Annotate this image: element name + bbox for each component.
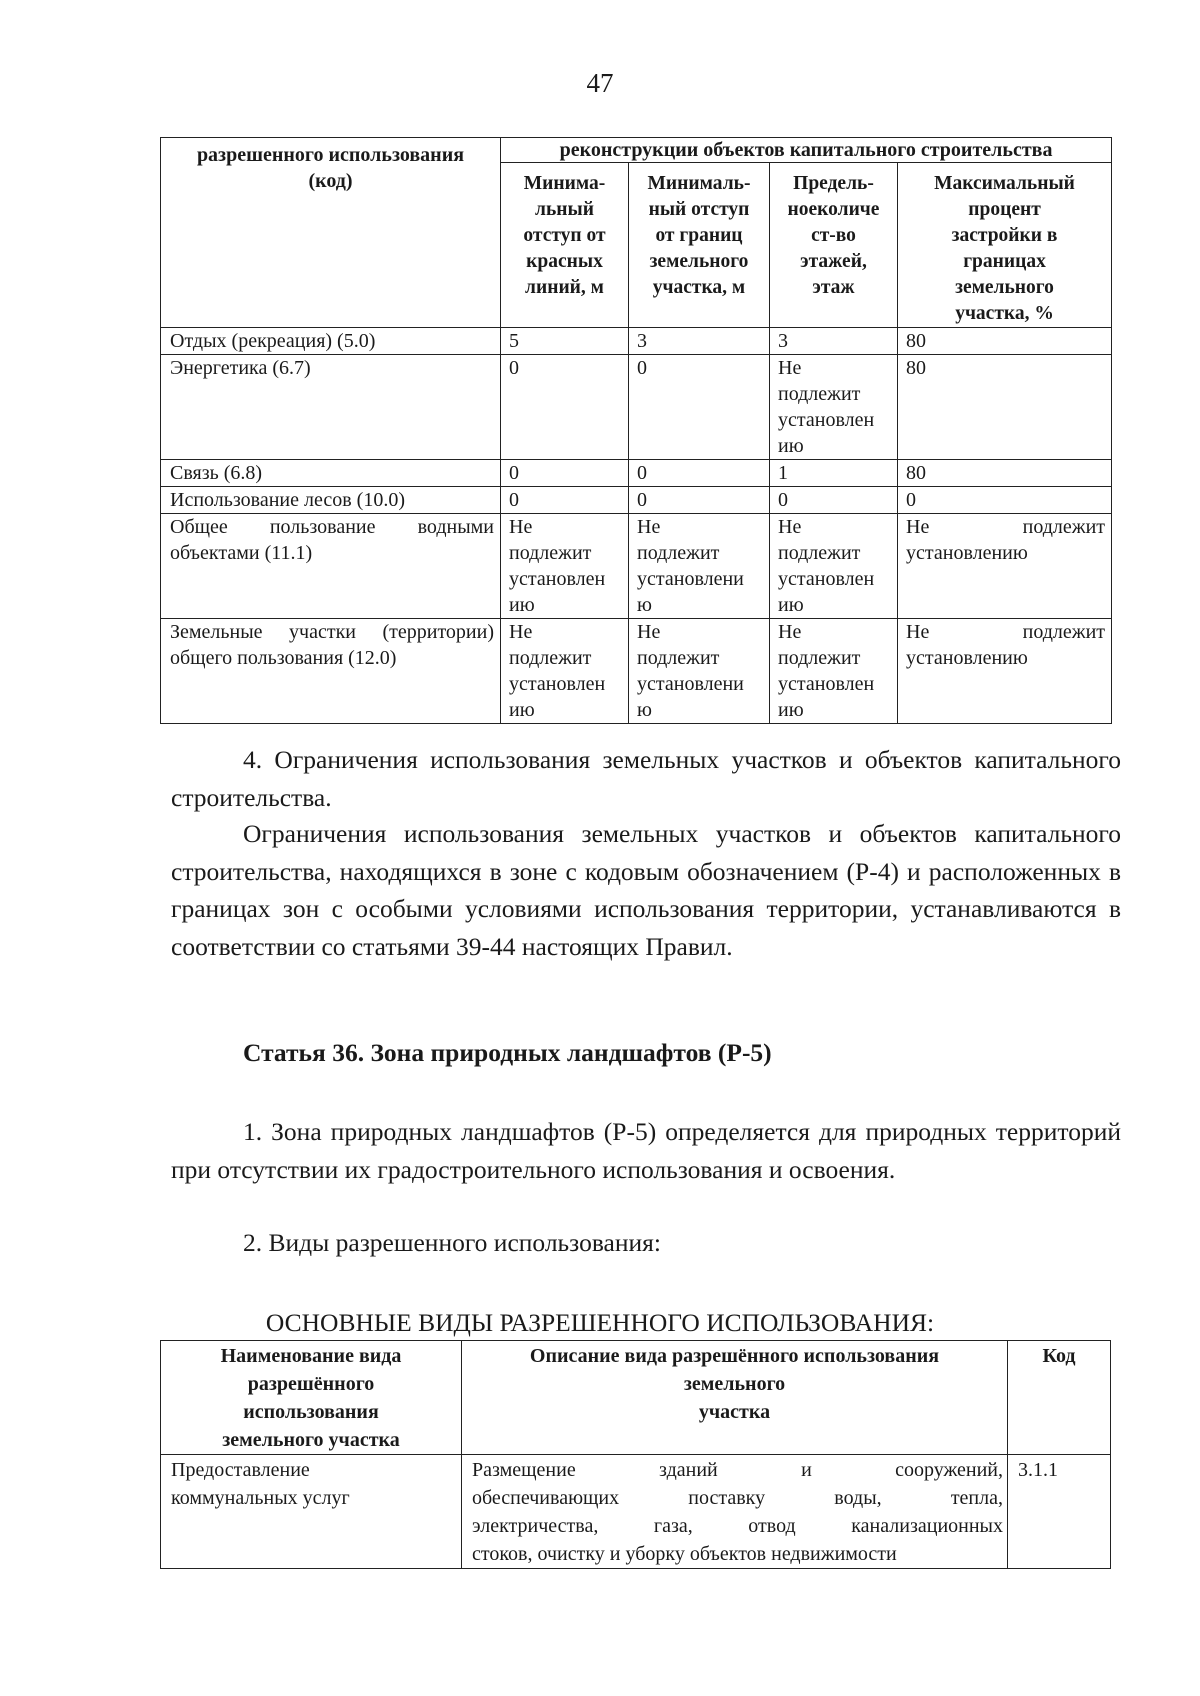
header-permitted-use-code: разрешенного использования (код) [161, 138, 501, 328]
row-value: 5 [501, 328, 629, 355]
header-code: Код [1008, 1341, 1111, 1455]
table-row [161, 514, 1112, 619]
row-value: Не подлежит установлению [898, 514, 1112, 619]
header-max-floors: Предель- ноеколиче ст-во этажей, этаж [770, 163, 898, 328]
row-value: Не подлежит установлен ию [770, 619, 898, 724]
page-number: 47 [586, 68, 614, 98]
table-row [161, 619, 1112, 724]
row-value: Не подлежит установлен ию [770, 355, 898, 460]
table-row [161, 328, 1112, 355]
use-code: 3.1.1 [1008, 1455, 1111, 1569]
row-use-name: Отдых (рекреация) (5.0) [161, 328, 501, 355]
header-min-setback-red-lines: Минима- льный отступ от красных линий, м [501, 163, 629, 328]
row-value: Не подлежит установлени ю [629, 514, 770, 619]
table-row [161, 355, 1112, 460]
use-description: Размещение зданий и сооружений, обеспечивающих поставку воды, тепла, электричества, газа, отвод канализационных стоков, очистку и уборку объектов недвижимости [462, 1455, 1008, 1569]
row-value: Не подлежит установлени ю [629, 619, 770, 724]
row-value: Не подлежит установлен ию [501, 514, 629, 619]
row-value: 0 [629, 487, 770, 514]
row-value: 0 [898, 487, 1112, 514]
table-row [161, 487, 1112, 514]
header-use-name: Наименование вида разрешённого использования земельного участка [161, 1341, 462, 1455]
row-value: 0 [629, 355, 770, 460]
row-value: 0 [501, 355, 629, 460]
row-use-name: Энергетика (6.7) [161, 355, 501, 460]
header-min-setback-plot: Минималь- ный отступ от границ земельного участка, м [629, 163, 770, 328]
row-use-name: Общее пользование водными объектами (11.1) [161, 514, 501, 619]
row-value: 0 [501, 460, 629, 487]
row-use-name: Связь (6.8) [161, 460, 501, 487]
row-value: 1 [770, 460, 898, 487]
row-use-name: Земельные участки (территории) общего пользования (12.0) [161, 619, 501, 724]
row-use-name: Использование лесов (10.0) [161, 487, 501, 514]
section-4-title: 4. Ограничения использования земельных участков и объектов капитального строительства. [171, 745, 1121, 812]
row-value: Не подлежит установлен ию [501, 619, 629, 724]
main-uses-caption: ОСНОВНЫЕ ВИДЫ РАЗРЕШЕННОГО ИСПОЛЬЗОВАНИЯ: [265, 1308, 935, 1337]
permitted-uses-paragraph: 2. Виды разрешенного использования: [243, 1228, 661, 1257]
row-value: 0 [501, 487, 629, 514]
table-row [161, 460, 1112, 487]
table-row [161, 1455, 1111, 1569]
section-4-body: Ограничения использования земельных участков и объектов капитального строительства, находящихся в зоне с кодовым обозначением (Р-4) и расположенных в границах зон с особыми условиями использования территории, устанавливаются в соответствии со статьями 39-44 настоящих Правил. [171, 819, 1121, 961]
zone-definition-paragraph: 1. Зона природных ландшафтов (Р-5) определяется для природных территорий при отсутствии их градостроительного использования и освоения. [171, 1117, 1121, 1184]
row-value: 80 [898, 460, 1112, 487]
header-reconstruction-params: реконструкции объектов капитального строительства [501, 138, 1112, 163]
row-value: 3 [770, 328, 898, 355]
row-value: 0 [629, 460, 770, 487]
row-value: 0 [770, 487, 898, 514]
main-permitted-uses-table [160, 1340, 1111, 1569]
row-value: 3 [629, 328, 770, 355]
zoning-parameters-table [160, 137, 1112, 724]
use-name: Предоставление коммунальных услуг [161, 1455, 462, 1569]
row-value: Не подлежит установлению [898, 619, 1112, 724]
row-value: Не подлежит установлен ию [770, 514, 898, 619]
header-max-coverage: Максимальный процент застройки в границах земельного участка, % [898, 163, 1112, 328]
header-use-description: Описание вида разрешённого использования земельного участка [462, 1341, 1008, 1455]
row-value: 80 [898, 328, 1112, 355]
row-value: 80 [898, 355, 1112, 460]
article-36-heading: Статья 36. Зона природных ландшафтов (Р-5) [243, 1038, 772, 1067]
